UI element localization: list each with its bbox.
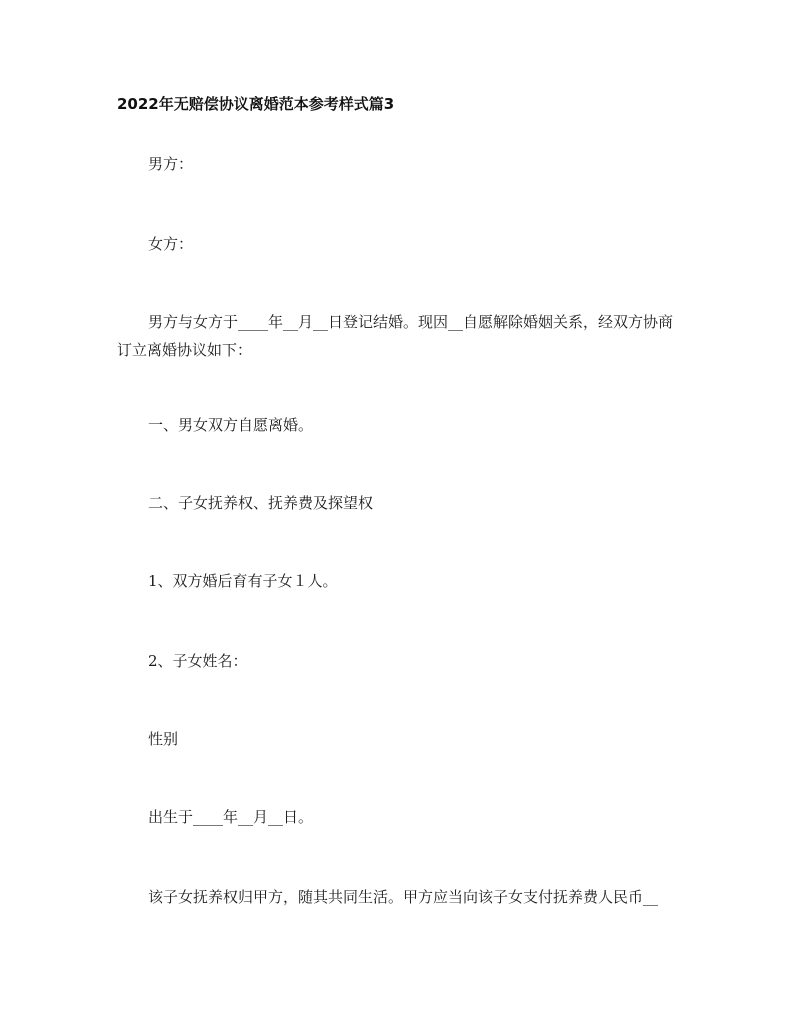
paragraph-clause-two: 二、子女抚养权、抚养费及探望权: [148, 494, 374, 512]
paragraph-child-birth: 出生于____年__月__日。: [148, 808, 314, 826]
paragraph-children-count: 1、双方婚后育有子女１人。: [148, 572, 338, 590]
document-title: 2022年无赔偿协议离婚范本参考样式篇3: [117, 95, 395, 113]
paragraph-husband: 男方：: [148, 155, 194, 173]
paragraph-child-name: 2、子女姓名：: [148, 652, 248, 670]
paragraph-custody: 该子女抚养权归甲方，随其共同生活。甲方应当向该子女支付抚养费人民币__: [148, 888, 659, 906]
paragraph-child-gender: 性别: [148, 730, 179, 748]
paragraph-clause-one: 一、男女双方自愿离婚。: [148, 416, 314, 434]
paragraph-marriage-registration: 男方与女方于____年__月__日登记结婚。现因__自愿解除婚姻关系，经双方协商订立离婚协议如下：: [117, 313, 674, 359]
paragraph-wife: 女方：: [148, 235, 194, 253]
